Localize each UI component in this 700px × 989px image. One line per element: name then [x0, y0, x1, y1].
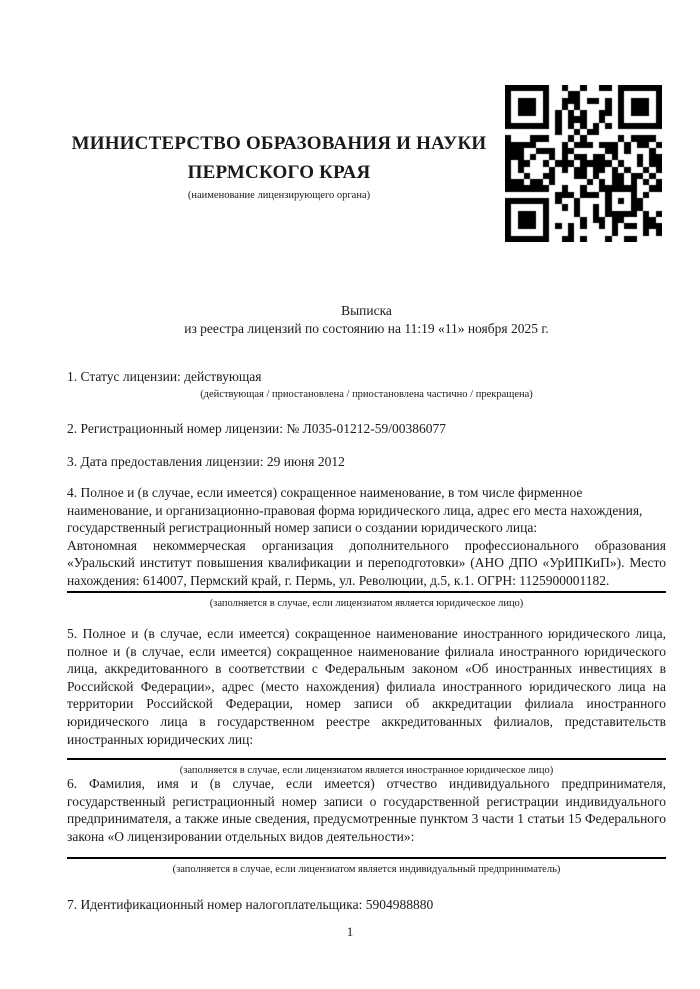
item-foreign-legal-entity-label: 5. Полное и (в случае, если имеется) сокращенное наименование иностранного юридического лица, полное и (в случае, если имеется) сокращенное наименование филиала иностранного юридического лица, аккредитованного в соответствии с Федеральным законом «Об иностранных инвестициях в Российской Федерации», адрес (место нахождения) филиала иностранного юридического лица на территории Российской Федерации, номер записи об аккредитации филиала иностранного юридического лица в государственном реестре аккредитованных филиалов, представительств иностранных юридических лиц:: [67, 626, 666, 747]
item-taxpayer-number: 7. Идентификационный номер налогоплательщика: 5904988880: [67, 897, 434, 912]
document-title-block: [67, 302, 666, 337]
item-individual-entrepreneur-caption: (заполняется в случае, если лицензиатом является индивидуальный предприниматель): [172, 864, 561, 876]
item-individual-entrepreneur-label: 6. Фамилия, имя и (в случае, если имеется) отчество индивидуального предпринимателя, государственный регистрационный номер записи о государственной регистрации индивидуального предпринимателя, а также иные сведения, предусмотренные пунктом 3 части 1 статьи 15 Федерального закона «О лицензировании отдельных видов деятельности»:: [67, 776, 666, 844]
item-registration-number: 2. Регистрационный номер лицензии: № Л035-01212-59/00386077: [67, 421, 447, 436]
item-individual-entrepreneur: [67, 775, 666, 876]
licensing-authority-caption: (наименование лицензирующего органа): [187, 190, 371, 201]
item-foreign-legal-entity: [67, 625, 666, 777]
item-license-status-options-caption: (действующая / приостановлена / приостановлена частично / прекращена): [200, 389, 533, 400]
item-legal-entity: [67, 484, 666, 610]
licensing-authority-name: МИНИСТЕРСТВО ОБРАЗОВАНИЯ И НАУКИ ПЕРМСКОГО КРАЯ: [71, 133, 487, 183]
document-subtitle: из реестра лицензий по состоянию на 11:19 «11» ноября 2025 г.: [184, 320, 549, 336]
item-legal-entity-caption: (заполняется в случае, если лицензиатом является юридическое лицо): [209, 597, 524, 609]
page-number: 1: [346, 924, 354, 939]
item-individual-entrepreneur-blank-line: [67, 845, 666, 859]
item-license-grant-date: 3. Дата предоставления лицензии: 29 июня 2012: [67, 454, 345, 469]
item-foreign-legal-entity-blank-line: [67, 748, 666, 760]
qr-code: [505, 85, 662, 242]
item-legal-entity-value: Автономная некоммерческая организация дополнительного профессионального образования «Уральский институт повышения квалификации и переподготовки» (АНО ДПО «УрИПКиП»). Место нахождения: 614007, Пермский край, г. Пермь, ул. Революции, д.5, к.1. ОГРН: 1125900001182.: [67, 537, 666, 593]
item-legal-entity-label: 4. Полное и (в случае, если имеется) сокращенное наименование, в том числе фирменное наименование, и организационно-правовая форма юридического лица, адрес его места нахождения, государственный регистрационный номер записи о создании юридического лица:: [67, 485, 643, 536]
document-title: Выписка: [341, 303, 392, 318]
item-foreign-legal-entity-caption: (заполняется в случае, если лицензиатом является иностранное юридическое лицо): [179, 765, 554, 777]
item-license-status: 1. Статус лицензии: действующая: [67, 369, 262, 384]
